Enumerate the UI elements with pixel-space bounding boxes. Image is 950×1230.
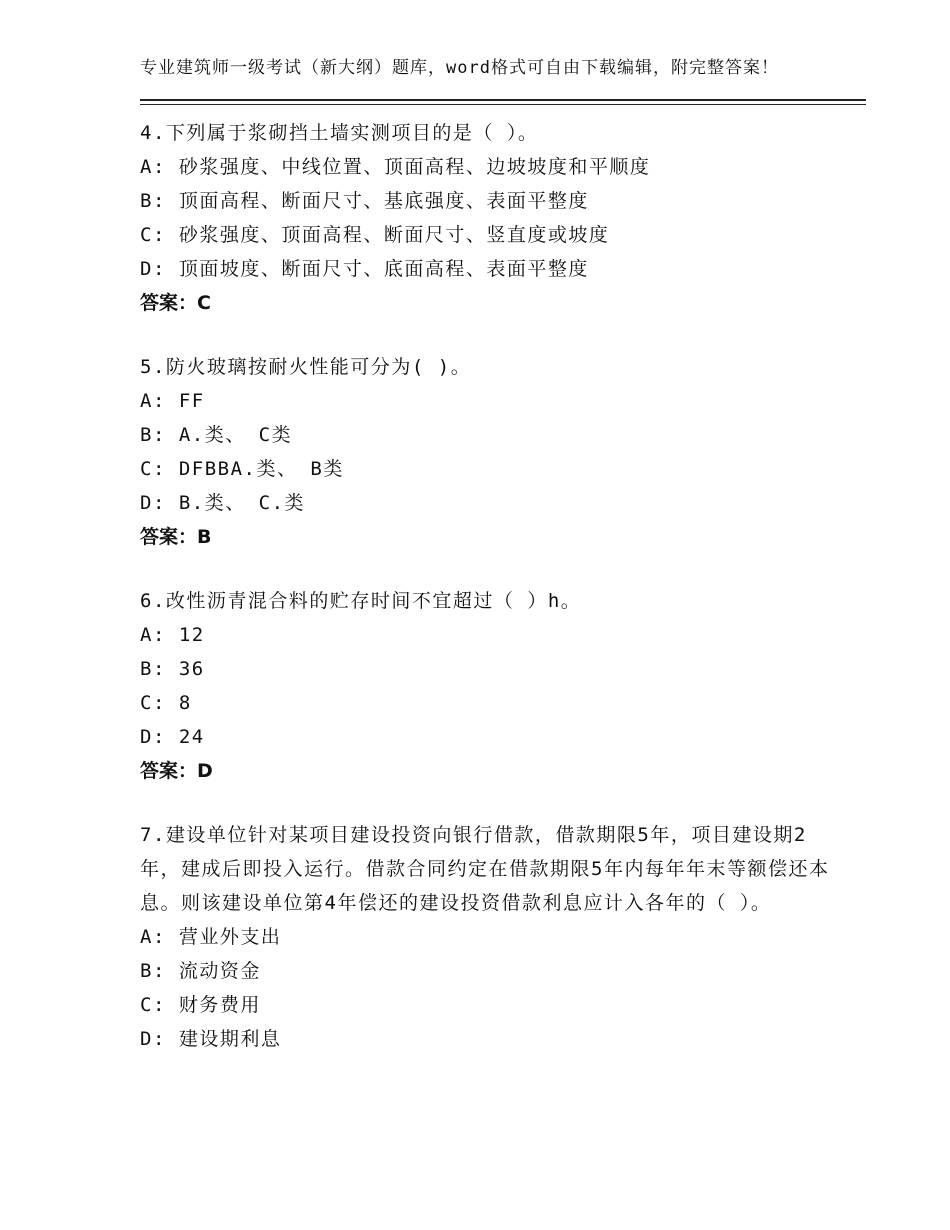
answer: 答案：B — [140, 526, 212, 548]
option-c: C: 砂浆强度、顶面高程、断面尺寸、竖直度或坡度 — [140, 224, 610, 246]
question-stem: 4.下列属于浆砌挡土墙实测项目的是（ ）。 — [140, 122, 539, 144]
option-d: D: B.类、 C.类 — [140, 492, 306, 514]
answer: 答案：C — [140, 292, 211, 314]
option-a: A: 营业外支出 — [140, 926, 282, 948]
option-a: A: 12 — [140, 624, 205, 646]
option-b: B: 顶面高程、断面尺寸、基底强度、表面平整度 — [140, 190, 589, 212]
option-b: B: A.类、 C类 — [140, 424, 293, 446]
option-c: C: 财务费用 — [140, 994, 261, 1016]
header-rule-thick — [140, 99, 866, 101]
option-b: B: 流动资金 — [140, 960, 261, 982]
question-5 — [140, 350, 840, 554]
page-header: 专业建筑师一级考试（新大纲）题库，word格式可自由下载编辑，附完整答案！ — [140, 58, 779, 78]
question-stem: 6.改性沥青混合料的贮存时间不宜超过（ ）h。 — [140, 590, 582, 612]
question-stem: 5.防火玻璃按耐火性能可分为( )。 — [140, 356, 472, 378]
option-d: D: 24 — [140, 726, 205, 748]
question-list — [140, 116, 840, 1086]
answer: 答案：D — [140, 760, 213, 782]
question-6 — [140, 584, 840, 788]
question-4 — [140, 116, 840, 320]
question-7 — [140, 818, 840, 1056]
option-d: D: 顶面坡度、断面尺寸、底面高程、表面平整度 — [140, 258, 589, 280]
option-b: B: 36 — [140, 658, 205, 680]
option-a: A: 砂浆强度、中线位置、顶面高程、边坡坡度和平顺度 — [140, 156, 651, 178]
option-a: A: FF — [140, 390, 205, 412]
option-d: D: 建设期利息 — [140, 1028, 282, 1050]
header-rule-thin — [140, 104, 866, 105]
question-stem: 7.建设单位针对某项目建设投资向银行借款，借款期限5年，项目建设期2年，建成后即投入运行。借款合同约定在借款期限5年内每年年末等额偿还本息。则该建设单位第4年偿还的建设投资借款利息应计入各年的（ ）。 — [140, 824, 830, 914]
option-c: C: 8 — [140, 692, 192, 714]
option-c: C: DFBBA.类、 B类 — [140, 458, 344, 480]
